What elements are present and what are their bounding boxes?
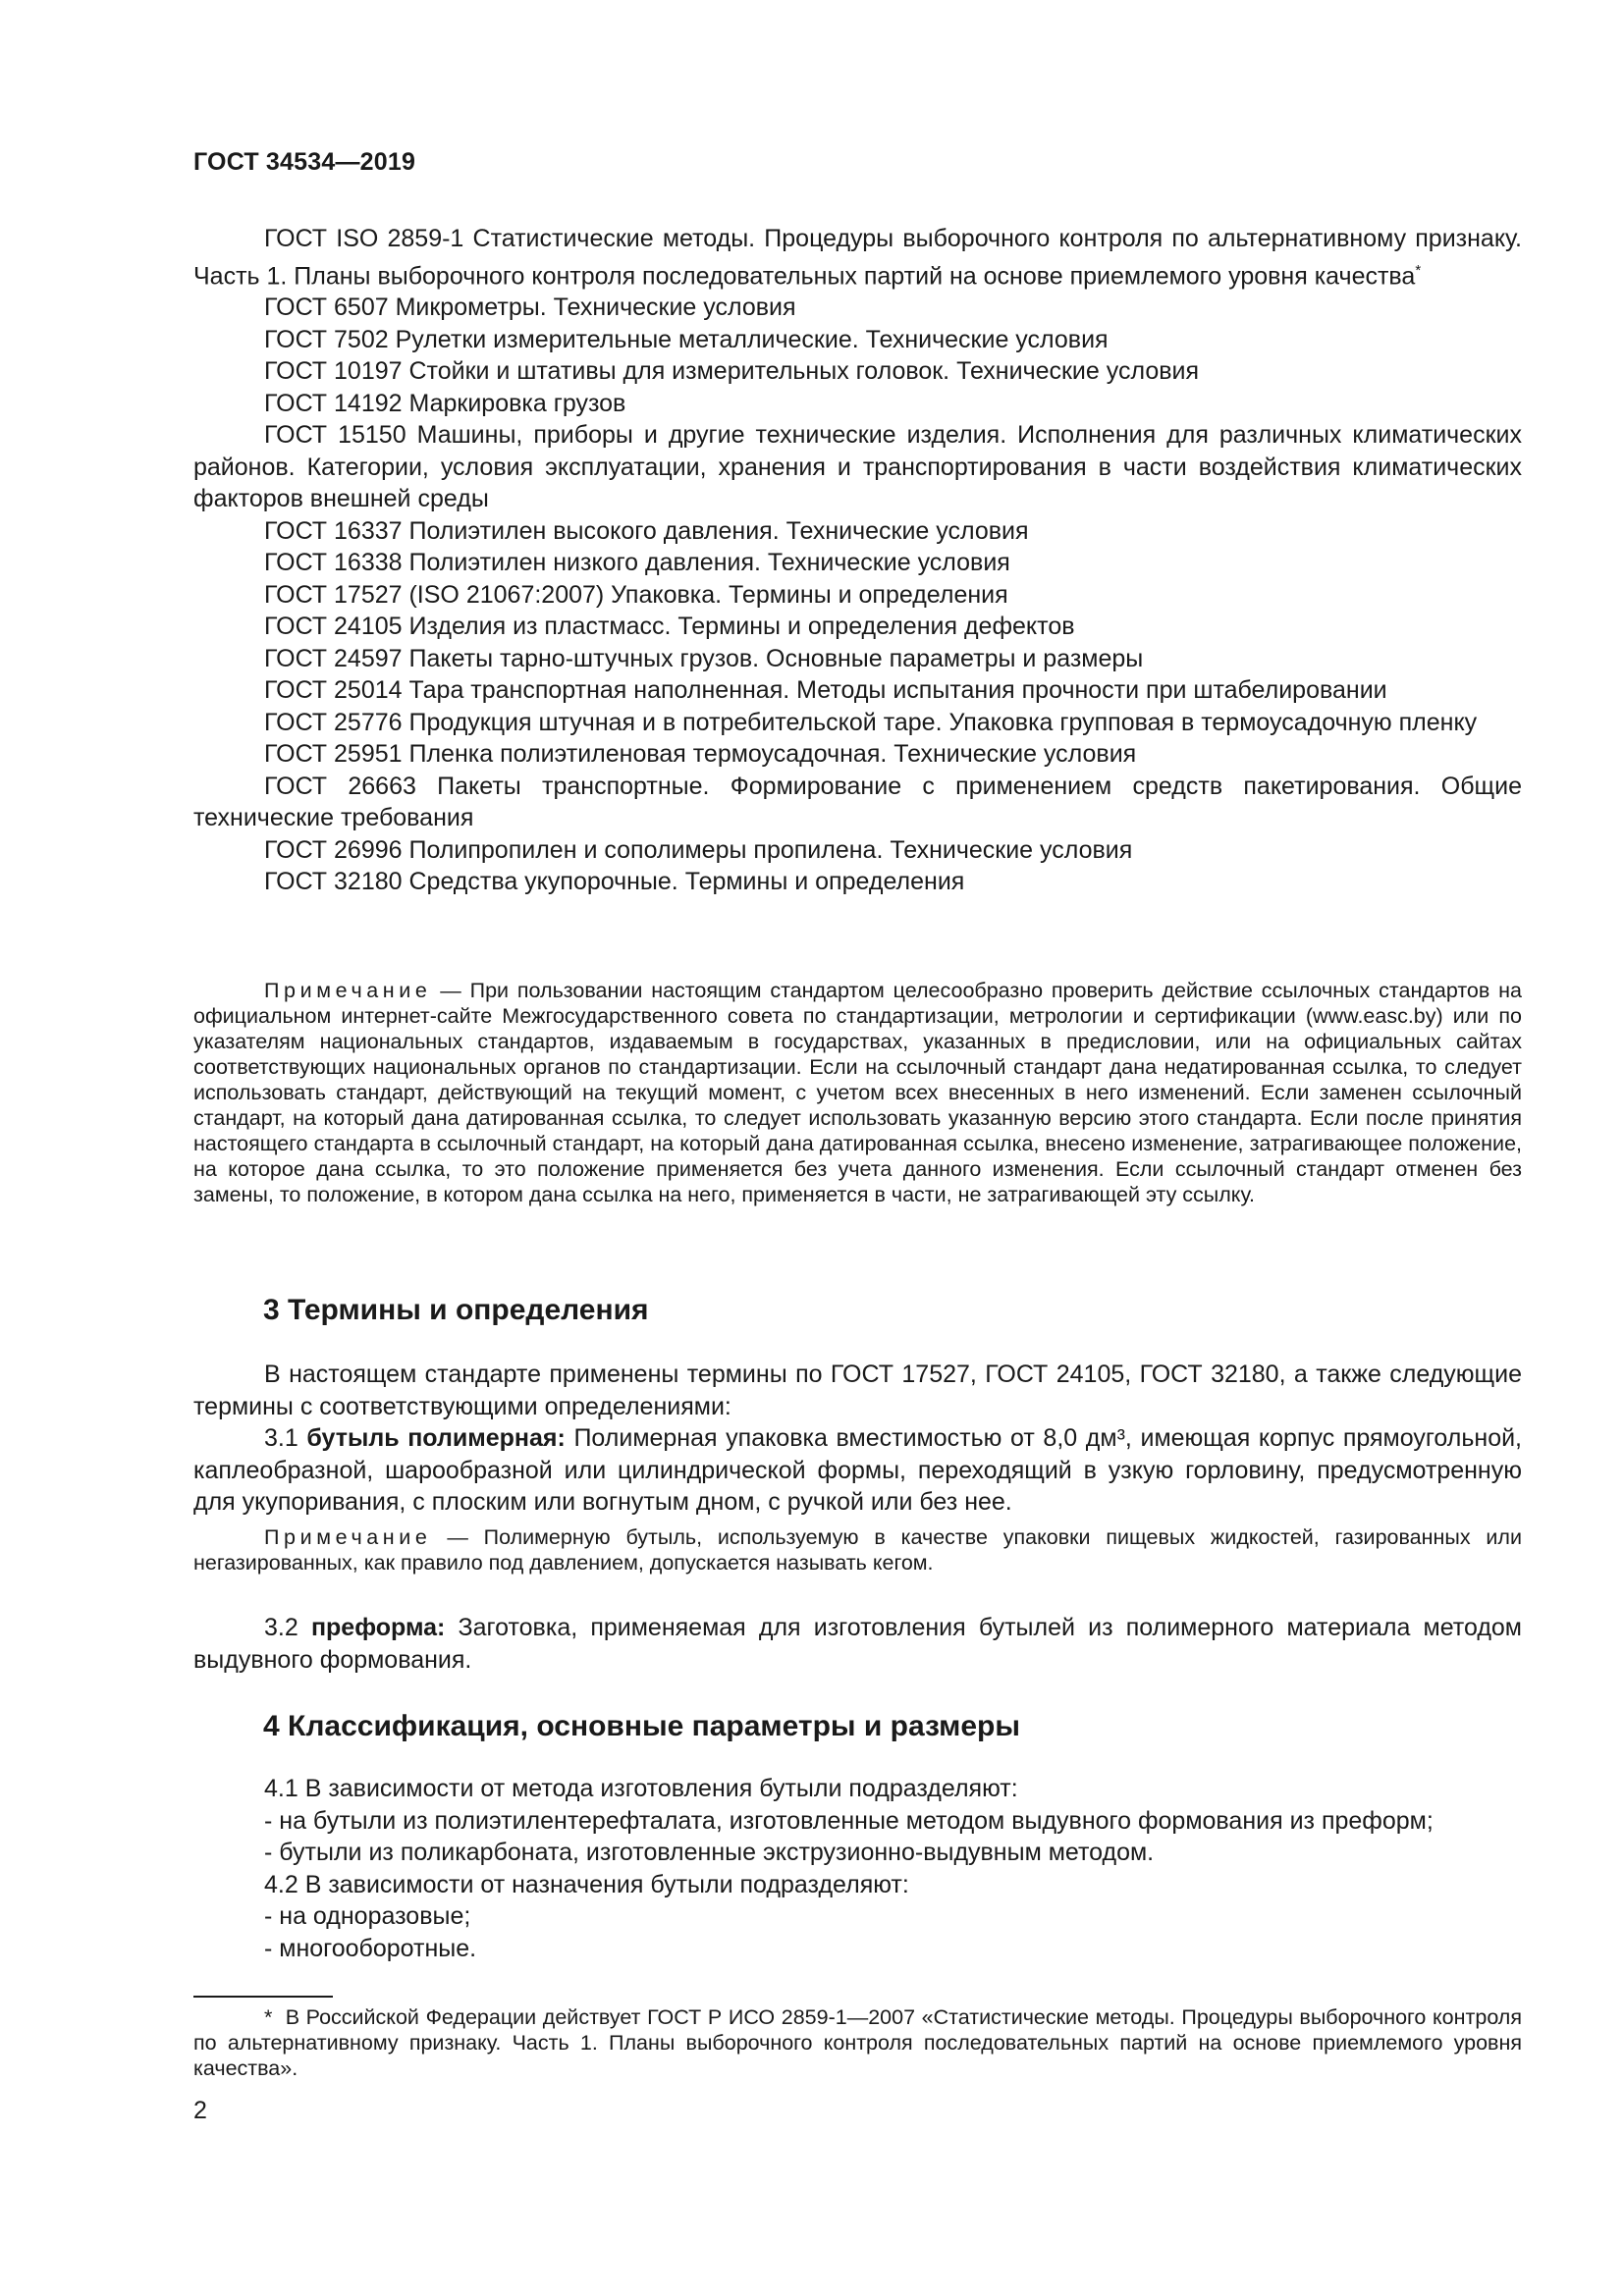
- reference-item: ГОСТ 7502 Рулетки измерительные металлические. Технические условия: [264, 325, 1109, 353]
- references-note: [193, 978, 1522, 1207]
- section-4-heading: 4 Классификация, основные параметры и размеры: [263, 1710, 1021, 1742]
- section-3-body: [193, 1359, 1522, 1519]
- reference-item: ГОСТ 25014 Тара транспортная наполненная. Методы испытания прочности при штабелировании: [264, 676, 1387, 705]
- reference-item: ГОСТ 26996 Полипропилен и сополимеры пропилена. Технические условия: [264, 835, 1133, 864]
- reference-item: ГОСТ 14192 Маркировка грузов: [264, 389, 626, 417]
- definition-3-2-block: [193, 1612, 1522, 1676]
- footnote-mark: *: [264, 2005, 273, 2029]
- note-label: Примечание: [264, 1525, 432, 1549]
- reference-item: ГОСТ 26663 Пакеты транспортные. Формирование с применением средств пакетирования. Общие технические требования: [193, 772, 1522, 832]
- clause-4-1: 4.1 В зависимости от метода изготовления бутыли подразделяют:: [264, 1775, 1018, 1802]
- reference-item: ГОСТ 32180 Средства укупорочные. Термины и определения: [264, 868, 965, 896]
- reference-item: ГОСТ 25776 Продукция штучная и в потребительской таре. Упаковка групповая в термоусадочную пленку: [264, 708, 1478, 736]
- reference-item: ГОСТ 25951 Пленка полиэтиленовая термоусадочная. Технические условия: [264, 740, 1137, 769]
- term: преформа:: [310, 1614, 446, 1641]
- footnote: [193, 2004, 1522, 2081]
- reference-item: ГОСТ 24105 Изделия из пластмасс. Термины и определения дефектов: [264, 613, 1075, 641]
- reference-item: ГОСТ ISO 2859-1 Статистические методы. Процедуры выборочного контроля по альтернативному признаку. Часть 1. Планы выборочного контроля последовательных партий на основе приемлемого уровня качества*: [193, 225, 1522, 290]
- footnote-divider: [193, 1996, 333, 1998]
- section-3-heading: 3 Термины и определения: [263, 1294, 649, 1326]
- section-4-body: [193, 1773, 1522, 1964]
- list-item: - на бутыли из полиэтилентерефталата, изготовленные методом выдувного формования из преформ;: [264, 1806, 1434, 1835]
- definition-note: [193, 1524, 1522, 1575]
- note-text: — Полимерную бутыль, используемую в качестве упаковки пищевых жидкостей, газированных или негазированных, как правило под давлением, допускается называть кегом.: [193, 1525, 1522, 1575]
- note-label: Примечание: [264, 979, 432, 1002]
- definition-3-1: 3.1 бутыль полимерная: Полимерная упаковка вместимостью от 8,0 дм³, имеющая корпус прямоугольной, каплеобразной, шарообразной или цилиндрической формы, переходящий в узкую горловину, предусмотренную для укупоривания, с плоским или вогнутым дном, с ручкой или без нее.: [193, 1424, 1523, 1516]
- section-3-intro: В настоящем стандарте применены термины по ГОСТ 17527, ГОСТ 24105, ГОСТ 32180, а также следующие термины с соответствующими определениями:: [193, 1361, 1522, 1420]
- footnote-mark: *: [1415, 261, 1422, 279]
- list-item: - бутыли из поликарбоната, изготовленные экструзионно-выдувным методом.: [264, 1839, 1155, 1866]
- clause-4-2: 4.2 В зависимости от назначения бутыли подразделяют:: [264, 1870, 909, 1898]
- definition-3-2: 3.2 преформа: Заготовка, применяемая для изготовления бутылей из полимерного материала методом выдувного формования.: [193, 1614, 1522, 1674]
- list-item: - на одноразовые;: [264, 1902, 471, 1930]
- reference-item: ГОСТ 17527 (ISO 21067:2007) Упаковка. Термины и определения: [264, 580, 1008, 609]
- reference-item: ГОСТ 10197 Стойки и штативы для измерительных головок. Технические условия: [264, 357, 1200, 386]
- normative-references-list: [193, 223, 1522, 898]
- reference-item: ГОСТ 6507 Микрометры. Технические условия: [264, 294, 796, 322]
- term: бутыль полимерная:: [306, 1424, 566, 1452]
- list-item: - многооборотные.: [264, 1934, 477, 1962]
- reference-item: ГОСТ 16338 Полиэтилен низкого давления. Технические условия: [264, 549, 1010, 577]
- reference-item: ГОСТ 16337 Полиэтилен высокого давления. Технические условия: [264, 516, 1029, 545]
- footnote-text: В Российской Федерации действует ГОСТ Р ИСО 2859-1—2007 «Статистические методы. Процедуры выборочного контроля по альтернативному признаку. Часть 1. Планы выборочного контроля последовательных партий на основе приемлемого уровня качества».: [193, 2005, 1522, 2080]
- document-number: ГОСТ 34534—2019: [193, 148, 416, 176]
- note-text: — При пользовании настоящим стандартом целесообразно проверить действие ссылочных стандартов на официальном интернет-сайте Межгосударственного совета по стандартизации, метрологии и сертификации (www.easc.by) или по указателям национальных стандартов, издаваемым в государствах, указанных в предисловии, или на официальных сайтах соответствующих национальных органов по стандартизации. Если на ссылочный стандарт дана недатированная ссылка, то следует использовать стандарт, действующий на текущий момент, с учетом всех внесенных в него изменений. Если заменен ссылочный стандарт, на который дана датированная ссылка, то следует использовать указанную версию этого стандарта. Если после принятия настоящего стандарта в ссылочный стандарт, на который дана датированная ссылка, внесено изменение, затрагивающее положение, на которое дана ссылка, то это положение применяется без учета данного изменения. Если ссылочный стандарт отменен без замены, то положение, в котором дана ссылка на него, применяется в части, не затрагивающей эту ссылку.: [193, 979, 1522, 1206]
- reference-item: ГОСТ 24597 Пакеты тарно-штучных грузов. Основные параметры и размеры: [264, 644, 1144, 672]
- reference-item: ГОСТ 15150 Машины, приборы и другие технические изделия. Исполнения для различных климатических районов. Категории, условия эксплуатации, хранения и транспортирования в части воздействия климатических факторов внешней среды: [193, 421, 1522, 513]
- page-number: 2: [193, 2097, 207, 2124]
